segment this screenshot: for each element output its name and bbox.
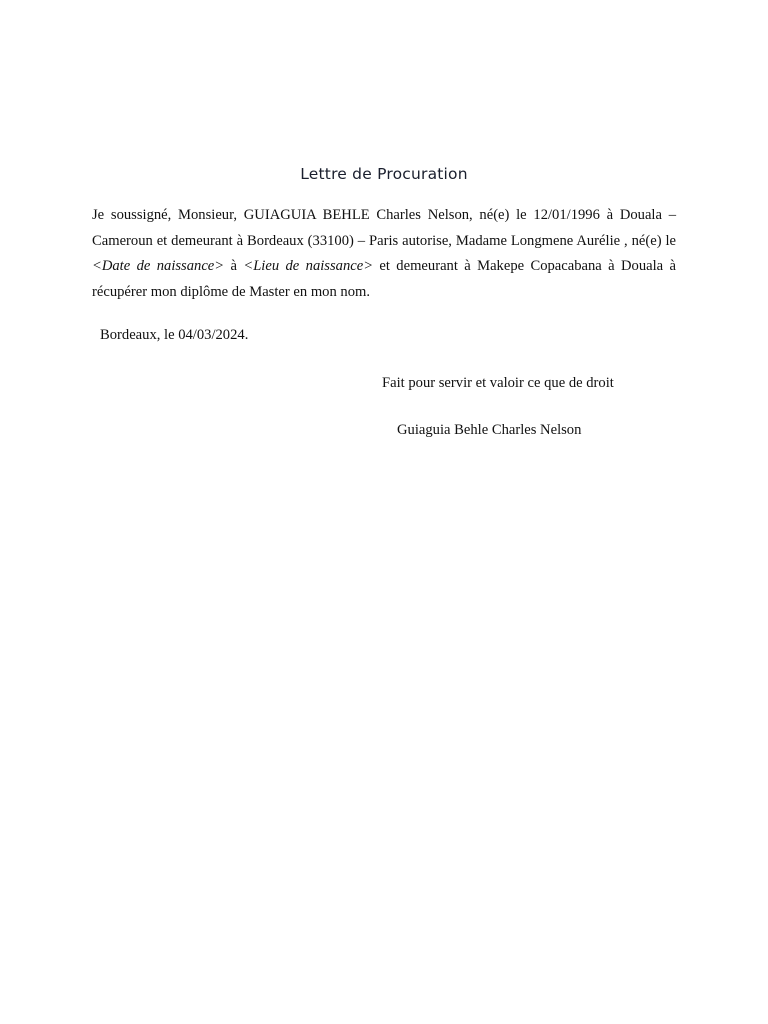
- paragraph-text-part-2: à: [224, 258, 244, 274]
- procuration-paragraph: [92, 203, 676, 305]
- signature-name: Guiaguia Behle Charles Nelson: [397, 422, 582, 438]
- birth-place-placeholder: <Lieu de naissance>: [243, 258, 374, 274]
- paragraph-text-part-1: Je soussigné, Monsieur, GUIAGUIA BEHLE Charles Nelson, né(e) le 12/01/1996 à Douala – Cameroun et demeurant à Bordeaux (33100) – Paris autorise, Madame Longmene Aurélie , né(e) le: [92, 207, 676, 249]
- document-title: Lettre de Procuration: [300, 165, 468, 183]
- place-and-date: Bordeaux, le 04/03/2024.: [100, 327, 249, 343]
- closing-formula: Fait pour servir et valoir ce que de droit: [382, 375, 614, 391]
- birth-date-placeholder: <Date de naissance>: [92, 258, 225, 274]
- paragraph-text-part-3: et demeurant à Makepe Copacabana à Douala à récupérer mon diplôme de Master en mon nom.: [92, 258, 676, 300]
